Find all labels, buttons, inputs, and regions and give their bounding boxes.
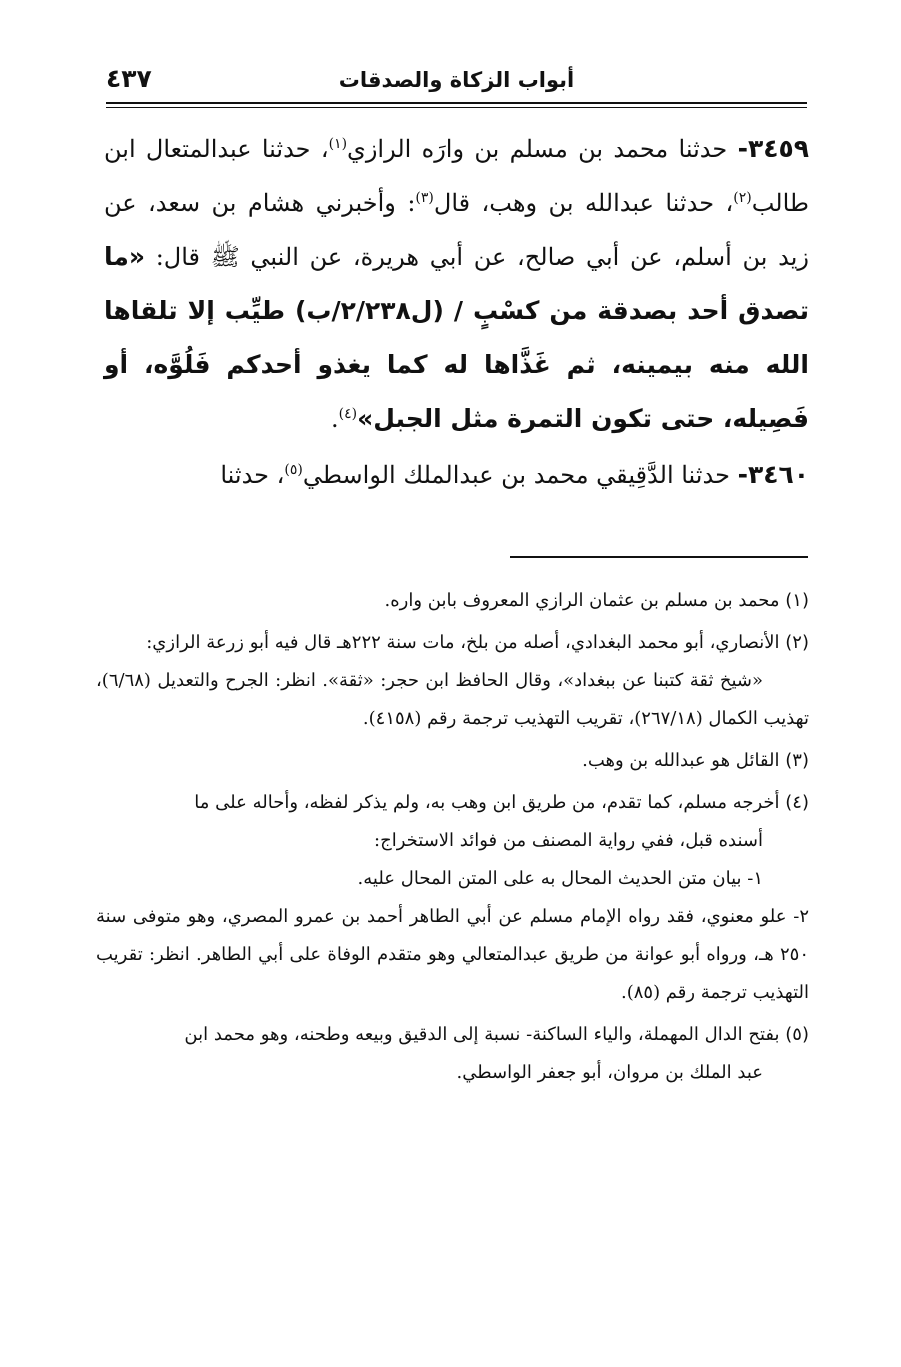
footnote-5	[96, 1016, 809, 1092]
hadith-isnad: ، حدثنا عبدالله بن وهب، قال	[433, 189, 734, 217]
footnote-continuation: عبد الملك بن مروان، أبو جعفر الواسطي.	[456, 1062, 763, 1083]
hadith-isnad: ، حدثنا	[220, 461, 285, 489]
footnote-ref: (٥)	[284, 462, 303, 478]
hadith-isnad: ، حدثنا عبدالمتعال ابن طالب	[104, 135, 809, 217]
footnote-continuation: أسنده قبل، ففي رواية المصنف من فوائد الاستخراج:	[374, 830, 763, 851]
hadith-matn: «ما تصدق أحد بصدقة من كسْبٍ / (ل٢/٢٣٨/ب) طيِّب إلا تلقاها الله منه بيمينه، ثم غَذَّاها له كما يغذو أحدكم فَلُوَّه، أو فَصِيله، حتى تكون التمرة مثل الجبل»	[104, 242, 809, 433]
footnote-ref: (٢)	[733, 190, 752, 206]
footnote-text: أخرجه مسلم، كما تقدم، من طريق ابن وهب به، ولم يذكر لفظه، وأحاله على ما	[194, 792, 780, 813]
footnotes	[96, 582, 809, 1096]
footnote-text: بفتح الدال المهملة، والياء الساكنة- نسبة إلى الدقيق وبيعه وطحنه، وهو محمد ابن	[184, 1024, 780, 1045]
footnote-2	[96, 624, 809, 738]
footnote-ref: (٤)	[338, 406, 358, 422]
hadith-number: ٣٤٦٠-	[737, 460, 809, 489]
footnote-number: (٢)	[785, 632, 809, 653]
footnote-subpoint-2: ٢- علو معنوي، فقد رواه الإمام مسلم عن أبي الطاهر أحمد بن عمرو المصري، وهو متوفى سنة ٢٥٠ هـ، ورواه أبو عوانة من طريق عبدالمتعالي وهو متقدم الوفاة على أبي الطاهر. انظر: تقريب التهذيب ترجمة رقم (٨٥).	[96, 906, 809, 1003]
footnote-number: (١)	[785, 590, 809, 611]
header-rule-thin	[106, 107, 807, 108]
hadith-isnad: حدثنا محمد بن مسلم بن وارَه الرازي	[347, 135, 728, 163]
footnote-ref: (١)	[328, 136, 348, 152]
footnote-ref: (٣)	[415, 190, 434, 206]
page-header	[106, 62, 807, 102]
footnote-number: (٣)	[785, 750, 809, 771]
footnote-continuation: «شيخ ثقة كتبنا عن ببغداد»، وقال الحافظ ابن حجر: «ثقة». انظر: الجرح والتعديل (٦/٦٨)، تهذيب الكمال (٢٦٧/١٨)، تقريب التهذيب ترجمة رقم (٤١٥٨).	[96, 670, 809, 729]
footnote-text: محمد بن مسلم بن عثمان الرازي المعروف بابن واره.	[384, 590, 780, 611]
footnote-4	[96, 784, 809, 1012]
footnote-separator	[510, 556, 808, 558]
footnote-3	[96, 742, 809, 780]
hadith-3460	[104, 448, 809, 502]
footnote-1	[96, 582, 809, 620]
page-number: ٤٣٧	[106, 64, 152, 93]
footnote-number: (٤)	[785, 792, 809, 813]
hadith-number: ٣٤٥٩-	[737, 134, 809, 163]
header-rule	[106, 102, 807, 104]
footnote-text: القائل هو عبدالله بن وهب.	[582, 750, 780, 771]
hadith-isnad: حدثنا الدَّقِيقي محمد بن عبدالملك الواسطي	[302, 461, 730, 489]
footnote-number: (٥)	[785, 1024, 809, 1045]
hadith-end: .	[330, 405, 339, 433]
running-title: أبواب الزكاة والصدقات	[338, 68, 575, 92]
footnote-subpoint-1: ١- بيان متن الحديث المحال به على المتن المحال عليه.	[357, 868, 763, 889]
hadith-3459	[104, 122, 809, 446]
hadith-isnad: : وأخبرني هشام بن سعد، عن زيد بن أسلم، عن أبي صالح، عن أبي هريرة، عن النبي ﷺ قال:	[104, 189, 809, 271]
main-text	[104, 122, 809, 504]
footnote-text: الأنصاري، أبو محمد البغدادي، أصله من بلخ، مات سنة ٢٢٢هـ قال فيه أبو زرعة الرازي:	[146, 632, 780, 653]
